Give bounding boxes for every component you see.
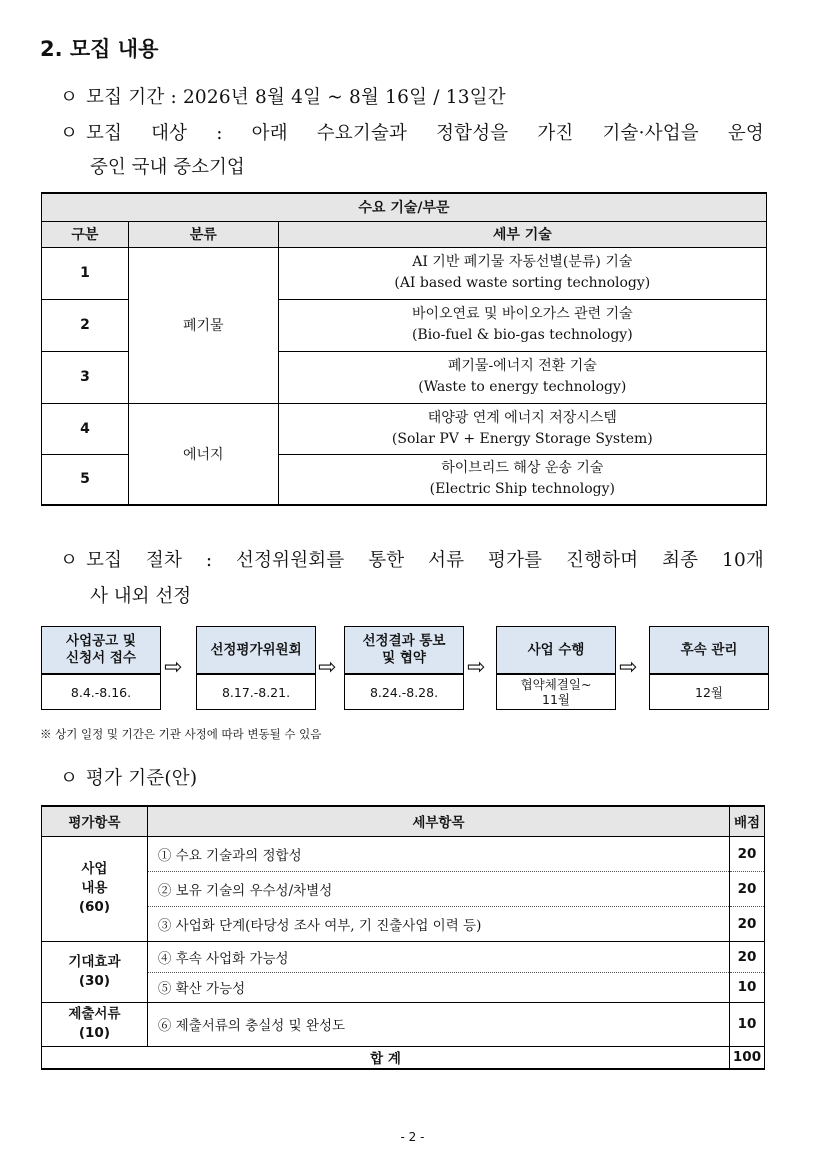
flow-step-title [345,627,463,675]
tech-detail [278,299,766,351]
flow-step-date: 8.4.-8.16. [70,684,132,700]
period-text: 모집 기간 : 2026년 8월 4일 ~ 8월 16일 / 13일간 [86,87,506,108]
flow-date-line1: 협약체결일~ [520,677,592,692]
flow-step-committee [196,626,316,710]
demand-tech-table [41,192,767,506]
category-line: 제출서류 [68,1006,121,1022]
page-number: - 2 - [400,1130,425,1144]
header-eval-detail: 세부항목 [147,806,729,836]
period-bullet [60,83,506,109]
procedure-text-line2: 사 내외 선정 [90,586,192,607]
flow-title-line2: 신청서 접수 [66,650,136,666]
category-line: 내용 [81,880,108,896]
flow-step-title [42,627,160,675]
procedure-text-line1: 모집 절차 : 선정위원회를 통한 서류 평가를 진행하며 최종 10개 [86,550,764,571]
header-category: 분류 [128,221,278,247]
eval-category-business [42,836,148,941]
header-detail: 세부 기술 [278,221,766,247]
flow-title-line1: 선정결과 통보 [362,633,446,649]
target-text-line2: 중인 국내 중소기업 [90,157,245,178]
tech-detail-en: (Waste to energy technology) [418,379,627,395]
eval-item: ③ 사업화 단계(타당성 조사 여부, 기 진출사업 이력 등) [147,906,729,941]
category-line: 사업 [81,861,108,877]
bullet-marker: ㅇ [60,768,79,789]
flow-step-title: 후속 관리 [650,627,768,675]
tech-detail-en: (Bio-fuel & bio-gas technology) [411,327,633,343]
bullet-marker: ㅇ [60,550,79,571]
bullet-marker: ㅇ [60,123,79,144]
eval-score: 20 [730,836,765,871]
eval-item: ① 수요 기술과의 정합성 [147,836,729,871]
tech-detail-en: (AI based waste sorting technology) [394,275,651,291]
eval-score: 20 [730,941,765,972]
flow-step-date [497,675,615,709]
category-line: (60) [78,899,110,915]
schedule-note: ※ 상기 일정 및 기간은 기관 사정에 따라 변동될 수 있음 [40,727,322,741]
header-eval-score: 배점 [730,806,765,836]
tech-detail-ko: AI 기반 폐기물 자동선별(분류) 기술 [412,254,633,270]
tech-detail-en: (Solar PV + Energy Storage System) [391,430,653,447]
tech-detail [278,351,766,403]
category-waste: 폐기물 [128,247,278,403]
tech-detail-ko: 폐기물-에너지 전환 기술 [447,358,597,374]
flow-step-date: 8.17.-8.21. [221,684,291,700]
eval-score: 20 [730,871,765,906]
tech-table-title: 수요 기술/부문 [42,193,767,221]
target-bullet [60,119,764,145]
eval-category-documents [42,1002,148,1046]
row-number: 1 [42,247,129,299]
tech-detail-ko: 바이오연료 및 바이오가스 관련 기술 [411,306,633,322]
eval-item: ⑥ 제출서류의 충실성 및 완성도 [147,1002,729,1046]
eval-score: 20 [730,906,765,941]
total-label: 합 계 [42,1046,730,1069]
flow-arrow-icon: ⇨ [619,655,638,680]
category-line: 기대효과 [68,953,121,970]
tech-detail-en: (Electric Ship technology) [429,481,615,498]
flow-arrow-icon: ⇨ [318,655,337,680]
flow-step-followup [649,626,769,710]
flow-title-line2: 및 협약 [382,650,426,666]
tech-detail [278,403,766,454]
row-number: 2 [42,299,129,351]
evaluation-table [41,805,765,1070]
flow-step-notification [344,626,464,710]
flow-step-application [41,626,161,710]
header-eval-category: 평가항목 [42,806,148,836]
eval-item: ② 보유 기술의 우수성/차별성 [147,871,729,906]
flow-step-title: 선정평가위원회 [197,627,315,675]
section-title: 2. 모집 내용 [40,37,159,61]
flow-step-date: 12월 [695,684,723,700]
flow-arrow-icon: ⇨ [467,655,486,680]
eval-score: 10 [730,1002,765,1046]
row-number: 5 [42,454,129,505]
procedure-bullet [60,546,764,572]
eval-category-effect [42,941,148,1002]
total-score: 100 [730,1046,765,1069]
tech-detail [278,247,766,299]
eval-item: ④ 후속 사업화 가능성 [147,941,729,972]
row-number: 3 [42,351,129,403]
row-number: 4 [42,403,129,454]
category-line: (10) [78,1025,110,1041]
eval-item: ⑤ 확산 가능성 [147,972,729,1002]
eval-score: 10 [730,972,765,1002]
criteria-text: 평가 기준(안) [86,768,198,789]
header-no: 구분 [42,221,129,247]
tech-detail [278,454,766,505]
flow-arrow-icon: ⇨ [164,655,183,680]
flow-step-execution [496,626,616,710]
flow-date-line2: 11월 [542,692,570,707]
tech-detail-ko: 하이브리드 해상 운송 기술 [441,460,604,477]
flow-step-date: 8.24.-8.28. [369,684,439,700]
criteria-bullet [60,764,197,790]
category-energy: 에너지 [128,403,278,505]
flow-title-line1: 사업공고 및 [66,633,136,649]
flow-step-title: 사업 수행 [497,627,615,675]
target-text-line1: 모집 대상 : 아래 수요기술과 정합성을 가진 기술·사업을 운영 [86,123,764,144]
category-line: (30) [78,972,110,989]
tech-detail-ko: 태양광 연계 에너지 저장시스템 [427,409,617,426]
bullet-marker: ㅇ [60,87,79,108]
